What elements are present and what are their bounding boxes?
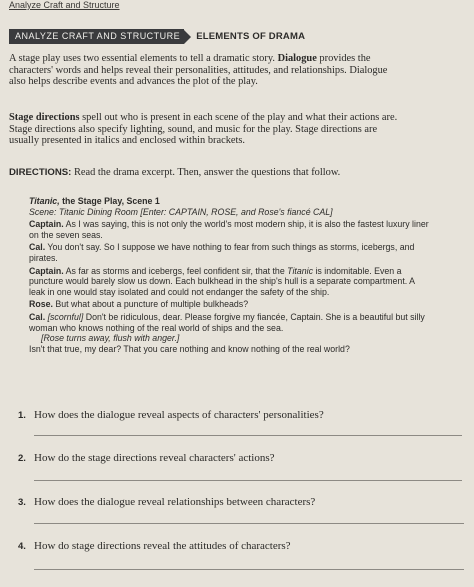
question-text: How does the dialogue reveal relationships between characters?	[34, 496, 316, 508]
section-banner	[9, 29, 305, 44]
excerpt-title-rest: the Stage Play, Scene 1	[59, 196, 160, 206]
excerpt-scene	[29, 207, 429, 218]
question-4	[18, 540, 448, 553]
directions-text: Read the drama excerpt. Then, answer the questions that follow.	[71, 167, 341, 178]
running-head: Analyze Craft and Structure	[9, 0, 120, 10]
line-text: As far as storms and icebergs, feel confident sir, that the	[63, 265, 288, 276]
excerpt-title-italic: Titanic,	[29, 196, 60, 206]
speaker-cal: Cal.	[29, 311, 46, 322]
section-topic: ELEMENTS OF DRAMA	[196, 31, 306, 42]
term-stage-directions: Stage directions	[9, 112, 80, 123]
dialogue-line-1	[29, 219, 429, 240]
directions	[9, 167, 449, 179]
drama-excerpt	[29, 196, 429, 354]
banner-arrow-icon	[184, 30, 191, 44]
excerpt-title	[29, 196, 429, 207]
speaker-rose: Rose.	[29, 299, 53, 310]
speaker-captain: Captain.	[29, 219, 64, 230]
speaker-cal: Cal.	[29, 242, 46, 253]
question-number: 4.	[18, 541, 26, 552]
question-2	[18, 452, 448, 465]
line-text: Don't be ridiculous, dear. Please forgive my fiancée, Captain. She is a beautiful but silly woman who knows nothing of the real world of ships and the sea.	[29, 311, 425, 333]
question-text: How does the dialogue reveal aspects of characters' personalities?	[34, 409, 324, 421]
inline-stage-direction: [scornful]	[45, 311, 84, 322]
term-dialogue: Dialogue	[277, 53, 317, 64]
line-text: But what about a puncture of multiple bulkheads?	[52, 299, 249, 310]
intro-text-cont: provides the characters' words and helps reveal their personalities, attitudes, and relationships. Dialogue also helps describe events and advances the plot of the play.	[9, 53, 388, 88]
answer-line-3[interactable]	[34, 523, 464, 524]
line-text-cont: is indomitable. Even a puncture would barely slow us down. Each bulkhead in the ship's hull is a separate compartment. A leak in one would stay isolated and could not endanger the safety of the ship.	[29, 265, 415, 297]
ship-name: Titanic	[287, 265, 314, 276]
intro-paragraph-dialogue	[9, 53, 404, 88]
dialogue-line-6: Isn't that true, my dear? That you care nothing and know nothing of the real world?	[29, 343, 350, 354]
section-tag: ANALYZE CRAFT AND STRUCTURE	[9, 29, 184, 44]
intro-text: A stage play uses two essential elements to tell a dramatic story.	[9, 53, 278, 64]
question-text: How do stage directions reveal the attitudes of characters?	[34, 540, 291, 552]
question-number: 1.	[18, 410, 26, 421]
stage-direction: [Rose turns away, flush with anger.]	[41, 333, 180, 344]
directions-label: DIRECTIONS:	[9, 167, 72, 178]
speaker-captain: Captain.	[29, 265, 64, 276]
intro-text-2: spell out who is present in each scene of the play and what their actions are. Stage directions also specify lighting, sound, and music for the play. Stage directions are usually presented in italics and enclosed within brackets.	[9, 112, 398, 147]
dialogue-line-2	[29, 242, 429, 263]
line-text: You don't say. So I suppose we have nothing to fear from such things as storms, icebergs, and pirates.	[29, 242, 415, 263]
intro-paragraph-stage-directions	[9, 112, 404, 147]
scene-label: Scene:	[29, 206, 59, 217]
question-number: 3.	[18, 497, 26, 508]
dialogue-line-3	[29, 266, 429, 298]
answer-line-4[interactable]	[34, 569, 464, 570]
question-1	[18, 409, 448, 422]
question-number: 2.	[18, 453, 26, 464]
scene-text: Titanic Dining Room [Enter: CAPTAIN, ROSE, and Rose's fiancé CAL]	[58, 206, 333, 217]
answer-line-1[interactable]	[34, 435, 462, 436]
answer-line-2[interactable]	[34, 480, 462, 481]
dialogue-line-4	[29, 299, 429, 310]
question-text: How do the stage directions reveal characters' actions?	[34, 452, 275, 464]
dialogue-line-5	[29, 312, 429, 333]
question-3	[18, 496, 448, 509]
line-text: As I was saying, this is not only the world's most modern ship, it is also the fastest luxury liner on the seven seas.	[29, 219, 429, 240]
